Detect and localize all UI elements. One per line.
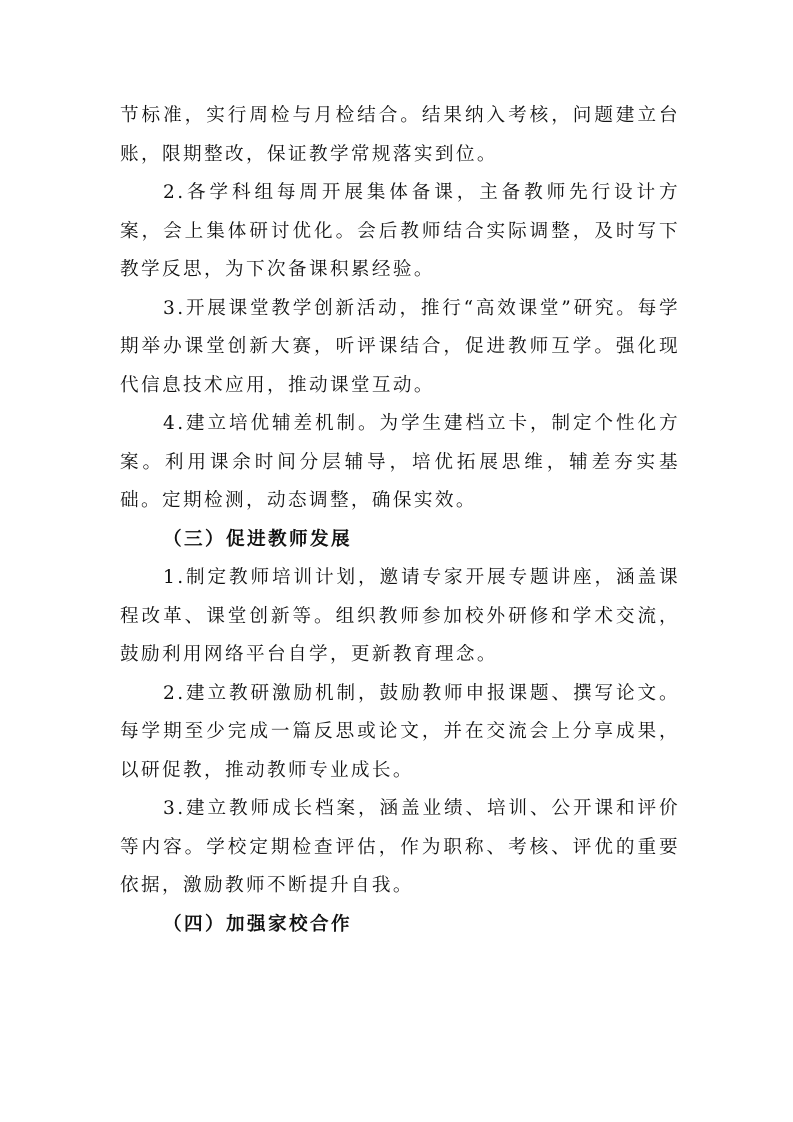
section-heading-home-school: （四）加强家校合作 <box>163 913 352 935</box>
paragraph-continued: 节标准，实行周检与月检结合。结果纳入考核，问题建立台账，限期整改，保证教学常规落实到位。 <box>120 105 680 165</box>
section-heading-teacher-development: （三）促进教师发展 <box>163 528 352 550</box>
paragraph-growth-archive: 3.建立教师成长档案，涵盖业绩、培训、公开课和评价等内容。学校定期检查评估，作为职称、考核、评优的重要依据，激励教师不断提升自我。 <box>120 798 680 896</box>
paragraph-research-incentive: 2.建立教研激励机制，鼓励教师申报课题、撰写论文。每学期至少完成一篇反思或论文，并在交流会上分享成果，以研促教，推动教师专业成长。 <box>120 682 680 781</box>
paragraph-teacher-training: 1.制定教师培训计划，邀请专家开展专题讲座，涵盖课程改革、课堂创新等。组织教师参加校外研修和学术交流，鼓励利用网络平台自学，更新教育理念。 <box>120 567 680 665</box>
paragraph-tutoring-mechanism: 4.建立培优辅差机制。为学生建档立卡，制定个性化方案。利用课余时间分层辅导，培优拓展思维，辅差夯实基础。定期检测，动态调整，确保实效。 <box>120 413 680 511</box>
paragraph-collective-lesson-prep: 2.各学科组每周开展集体备课，主备教师先行设计方案，会上集体研讨优化。会后教师结合实际调整，及时写下教学反思，为下次备课积累经验。 <box>120 182 680 280</box>
document-body <box>120 97 680 944</box>
paragraph-classroom-innovation: 3.开展课堂教学创新活动，推行“高效课堂”研究。每学期举办课堂创新大赛，听评课结合，促进教师互学。强化现代信息技术应用，推动课堂互动。 <box>120 297 680 396</box>
